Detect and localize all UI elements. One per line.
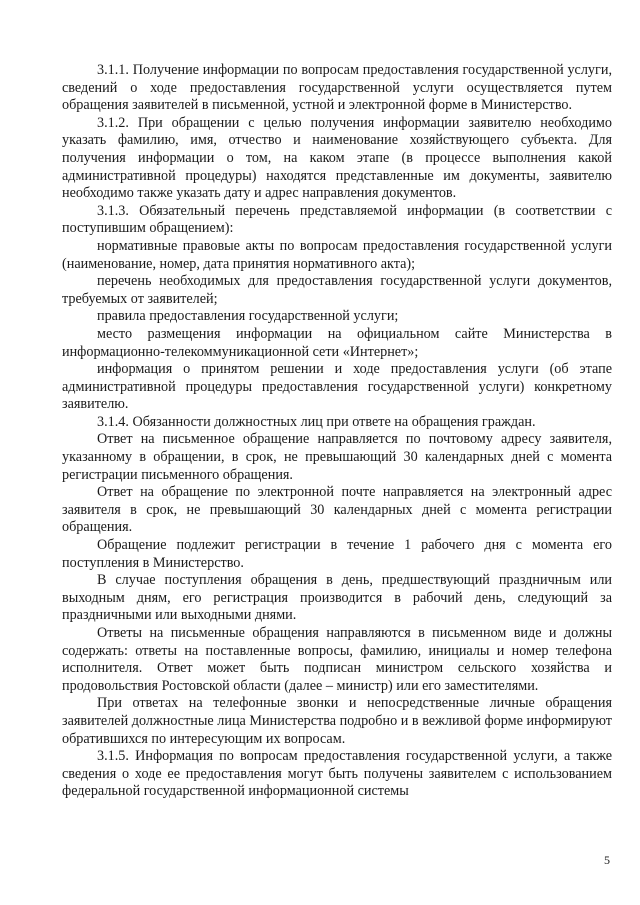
list-item-documents: перечень необходимых для предоставления государственной услуги документов, требуемых от заявителей; bbox=[62, 273, 612, 307]
paragraph-3-1-2: 3.1.2. При обращении с целью получения информации заявителю необходимо указать фамилию, имя, отчество и наименование хозяйствующего субъекта. Для получения информации о том, на каком этапе (в процессе выполнения какой административной процедуры) находятся представленные им документы, заявителю необходимо также указать дату и адрес направления документов. bbox=[62, 114, 612, 202]
page-number: 5 bbox=[604, 853, 610, 867]
paragraph-registration: Обращение подлежит регистрации в течение 1 рабочего дня с момента его поступления в Министерство. bbox=[62, 537, 612, 571]
paragraph-written-reply: Ответ на письменное обращение направляется по почтовому адресу заявителя, указанному в обращении, в срок, не превышающий 30 календарных дней с момента регистрации письменного обращения. bbox=[62, 431, 612, 483]
document-body bbox=[62, 62, 612, 801]
paragraph-3-1-5: 3.1.5. Информация по вопросам предоставления государственной услуги, а также сведения о ходе ее предоставления могут быть получены заявителем с использованием федеральной государственной информационной системы bbox=[62, 748, 612, 800]
paragraph-holiday-registration: В случае поступления обращения в день, предшествующий праздничным или выходным дням, его регистрация производится в рабочий день, следующий за праздничными или выходными днями. bbox=[62, 572, 612, 624]
list-item-normative-acts: нормативные правовые акты по вопросам предоставления государственной услуги (наименование, номер, дата принятия нормативного акта); bbox=[62, 237, 612, 272]
paragraph-3-1-4: 3.1.4. Обязанности должностных лиц при ответе на обращения граждан. bbox=[97, 413, 536, 430]
list-item-decision-info: информация о принятом решении и ходе предоставления услуги (об этапе административной процедуры предоставления государственной услуги) конкретному заявителю. bbox=[62, 361, 612, 413]
paragraph-3-1-1: 3.1.1. Получение информации по вопросам предоставления государственной услуги, сведений о ходе предоставления государственной услуги осуществляется путем обращения заявителей в письменной, устной и электронной форме в Министерство. bbox=[62, 62, 612, 114]
paragraph-phone-answers: При ответах на телефонные звонки и непосредственные личные обращения заявителей должностные лица Министерства подробно и в вежливой форме информируют обратившихся по интересующим их вопросам. bbox=[62, 695, 612, 747]
list-item-rules: правила предоставления государственной услуги; bbox=[97, 308, 399, 325]
paragraph-3-1-3: 3.1.3. Обязательный перечень представляемой информации (в соответствии с поступившим обращением): bbox=[62, 202, 612, 237]
paragraph-written-answers: Ответы на письменные обращения направляются в письменном виде и должны содержать: ответы на поставленные вопросы, фамилию, инициалы и номер телефона исполнителя. Ответ может быть подписан министром сельского хозяйства и продовольствия Ростовской области (далее – министр) или его заместителями. bbox=[62, 625, 612, 694]
list-item-website: место размещения информации на официальном сайте Министерства в информационно-телекоммуникационной сети «Интернет»; bbox=[62, 325, 612, 360]
paragraph-email-reply: Ответ на обращение по электронной почте направляется на электронный адрес заявителя в срок, не превышающий 30 календарных дней с момента регистрации обращения. bbox=[62, 484, 612, 536]
